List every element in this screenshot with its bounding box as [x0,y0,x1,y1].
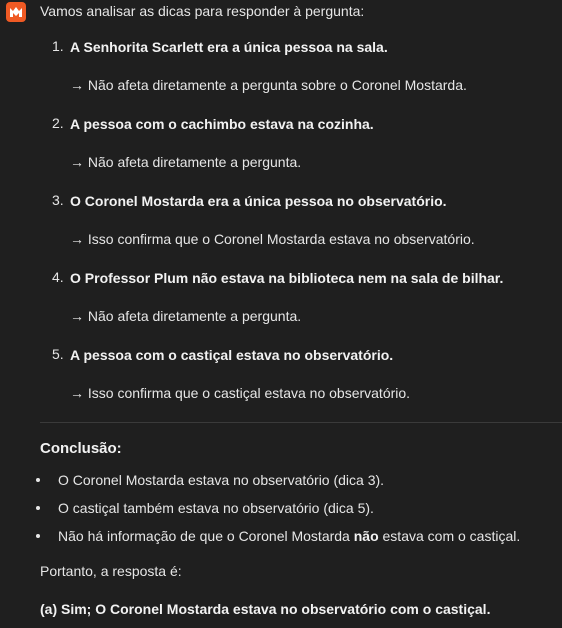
clue-number: 5. [52,346,64,362]
clue-title: A Senhorita Scarlett era a única pessoa na sala. [70,39,388,55]
bullet-icon [36,534,40,538]
list-item [40,499,562,517]
bullet-icon [36,478,40,482]
llama-logo-icon [9,6,23,18]
divider [40,422,562,423]
clue-title: O Coronel Mostarda era a única pessoa no observatório. [70,193,447,209]
list-item [40,192,562,248]
list-item [40,115,562,171]
list-item [40,38,562,94]
point-text: O castiçal também estava no observatório (dica 5). [58,500,374,516]
clue-list [40,38,562,402]
assistant-message [40,0,562,618]
therefore-text: Portanto, a resposta é: [40,563,182,579]
clue-number: 4. [52,269,64,285]
point-text-before: Não há informação de que o Coronel Mostarda [58,528,354,544]
clue-note: → Não afeta diretamente a pergunta sobre o Coronel Mostarda. [70,77,467,93]
clue-title: A pessoa com o castiçal estava no observatório. [70,347,394,363]
list-item [40,269,562,325]
clue-note: → Não afeta diretamente a pergunta. [70,154,302,170]
final-answer: (a) Sim; O Coronel Mostarda estava no observatório com o castiçal. [40,601,491,617]
clue-number: 2. [52,115,64,131]
clue-number: 3. [52,192,64,208]
conclusion-points [40,471,562,545]
clue-note: → Isso confirma que o castiçal estava no observatório. [70,385,411,401]
list-item [40,471,562,489]
clue-title: O Professor Plum não estava na biblioteca nem na sala de bilhar. [70,270,504,286]
clue-note: → Isso confirma que o Coronel Mostarda estava no observatório. [70,231,475,247]
point-text-after: estava com o castiçal. [378,528,521,544]
point-text: O Coronel Mostarda estava no observatório (dica 3). [58,472,385,488]
clue-number: 1. [52,38,64,54]
list-item [40,527,562,545]
intro-text: Vamos analisar as dicas para responder à pergunta: [40,3,365,19]
bullet-icon [36,506,40,510]
assistant-avatar [6,2,26,22]
conclusion-heading: Conclusão: [40,440,122,457]
clue-title: A pessoa com o cachimbo estava na cozinha. [70,116,374,132]
point-text-bold: não [353,528,379,544]
list-item [40,346,562,402]
clue-note: → Não afeta diretamente a pergunta. [70,308,302,324]
